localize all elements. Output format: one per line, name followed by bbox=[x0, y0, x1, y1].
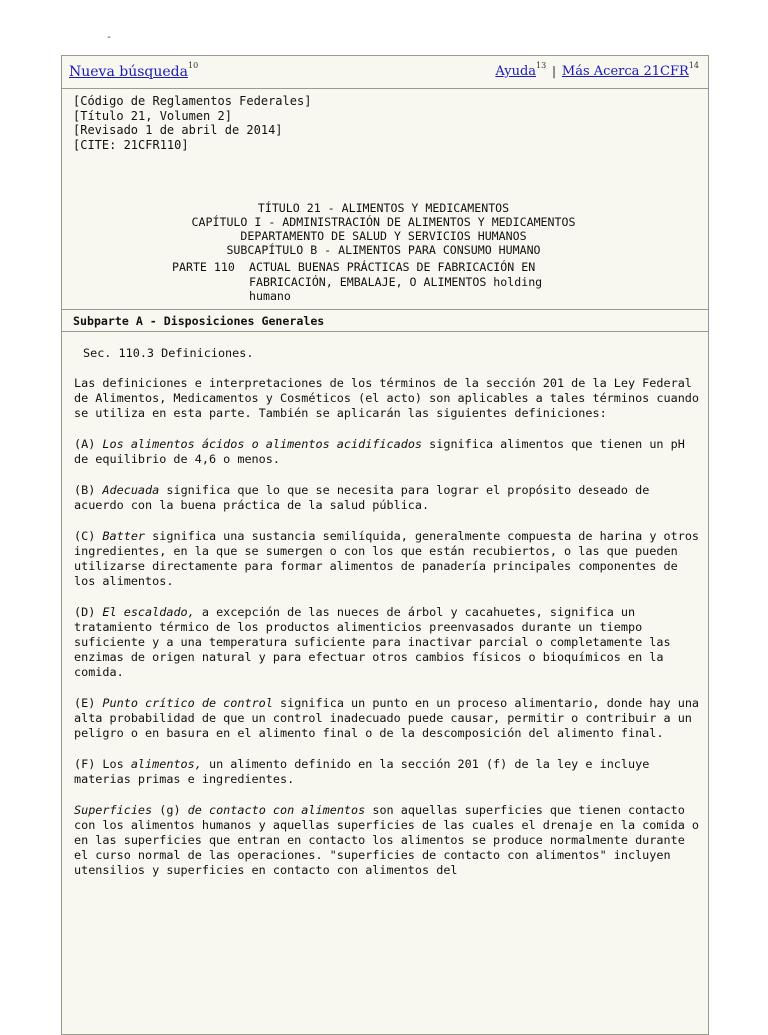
header-bar bbox=[62, 56, 708, 89]
definition-d bbox=[73, 605, 700, 680]
definition-term: Superficies bbox=[74, 803, 153, 817]
definition-text: a excepción de las nueces de árbol y cacahuetes, significa un tratamiento térmico de los productos alimenticios preenvasados durante un tiempo suficiente y a una temperatura suficiente para inactivar parcial o completamente las enzimas de origen natural y para efectuar otros cambios físicos o bioquímicos en la comida. bbox=[74, 605, 671, 679]
cite-line: [CITE: 21CFR110] bbox=[73, 137, 189, 152]
definition-b bbox=[73, 483, 700, 513]
departamento-heading: DEPARTAMENTO DE SALUD Y SERVICIOS HUMANOS bbox=[240, 229, 527, 243]
definition-label: (A) bbox=[74, 437, 96, 451]
cite-line: [Título 21, Volumen 2] bbox=[73, 108, 232, 123]
subcapitulo-heading: SUBCAPÍTULO B - ALIMENTOS PARA CONSUMO HUMANO bbox=[226, 243, 541, 257]
definition-f bbox=[73, 757, 700, 787]
section-title: Sec. 110.3 Definiciones. bbox=[83, 346, 254, 360]
definition-label: (F) Los bbox=[74, 757, 124, 771]
cite-line: [Revisado 1 de abril de 2014] bbox=[73, 123, 283, 137]
parte-title: ACTUAL BUENAS PRÁCTICAS DE FABRICACIÓN EN FABRICACIÓN, EMBALAJE, O ALIMENTOS holding humano bbox=[249, 260, 543, 303]
definition-text: significa un punto en un proceso alimentario, donde hay una alta probabilidad de que un control inadecuado puede causar, permitir o contribuir a un peligro o en basura en el alimento final o de la descomposición del alimento final. bbox=[74, 696, 700, 740]
nueva-busqueda-link[interactable]: Nueva búsqueda bbox=[69, 64, 188, 80]
definition-a bbox=[73, 437, 700, 467]
definition-label: (B) bbox=[74, 483, 96, 497]
definition-text: significa una sustancia semilíquida, generalmente compuesta de harina y otros ingredientes, en la que se sumergen o con los que están recubiertos, o las que pueden utilizarse directamente para formar alimentos de panadería principales componentes de los alimentos. bbox=[74, 529, 700, 588]
definition-term: Batter bbox=[102, 529, 146, 543]
titulo-heading: TÍTULO 21 - ALIMENTOS Y MEDICAMENTOS bbox=[257, 201, 510, 215]
intro-paragraph: Las definiciones e interpretaciones de los términos de la sección 201 de la Ley Federal de Alimentos, Medicamentos y Cosméticos (el acto) son aplicables a tales términos cuando se utiliza en esta parte. También se aplicarán las siguientes definiciones: bbox=[74, 376, 700, 420]
ayuda-link[interactable]: Ayuda bbox=[495, 64, 537, 79]
definition-term: Punto crítico de control bbox=[102, 696, 273, 710]
definition-text: un alimento definido en la sección 201 (f) de la ley e incluye materias primas e ingredientes. bbox=[74, 757, 650, 786]
citation-block bbox=[62, 89, 708, 201]
mas-acerca-ref: 14 bbox=[688, 61, 699, 70]
cite-line: [Código de Reglamentos Federales] bbox=[73, 94, 312, 108]
definition-term: Los alimentos ácidos o alimentos acidificados bbox=[102, 437, 423, 451]
definition-term: Adecuada bbox=[102, 483, 160, 497]
top-dash: - bbox=[106, 32, 113, 43]
ayuda-ref: 13 bbox=[536, 61, 547, 70]
definition-text: son aquellas superficies que tienen contacto con los alimentos humanos y aquellas superficies de las cuales el drenaje en la comida o en las superficies que entran en contacto los alimentos se produce normalmente durante el curso normal de las operaciones. "superficies de contacto con alimentos" incluyen utensilios y superficies en contacto con alimentos del bbox=[74, 803, 700, 877]
nueva-busqueda-wrap bbox=[69, 61, 199, 80]
definition-c bbox=[73, 529, 700, 589]
parte-number: PARTE 110 bbox=[172, 260, 235, 274]
right-links bbox=[495, 61, 699, 79]
section-body bbox=[62, 346, 708, 878]
subparte-heading: Subparte A - Disposiciones Generales bbox=[62, 309, 708, 332]
nueva-busqueda-ref: 10 bbox=[188, 61, 199, 70]
capitulo-heading: CAPÍTULO I - ADMINISTRACIÓN DE ALIMENTOS Y MEDICAMENTOS bbox=[191, 215, 576, 229]
definition-text: significa que lo que se necesita para lograr el propósito deseado de acuerdo con la buena práctica de la salud pública. bbox=[74, 483, 650, 512]
definition-e bbox=[73, 696, 700, 741]
definition-text: significa alimentos que tienen un pH de equilibrio de 4,6 o menos. bbox=[74, 437, 685, 466]
document-frame bbox=[61, 55, 709, 1035]
definition-term: El escaldado, bbox=[102, 605, 195, 619]
definition-label: (g) bbox=[159, 803, 181, 817]
parte-heading bbox=[62, 260, 708, 306]
definition-g bbox=[73, 803, 700, 878]
definition-label: (E) bbox=[74, 696, 96, 710]
mas-acerca-link[interactable]: Más Acerca 21CFR bbox=[561, 64, 689, 79]
link-separator: | bbox=[552, 64, 557, 78]
definition-label: (D) bbox=[74, 605, 96, 619]
definition-term: alimentos, bbox=[130, 757, 202, 771]
definition-term: de contacto con alimentos bbox=[187, 803, 366, 817]
definition-label: (C) bbox=[74, 529, 96, 543]
title-headings bbox=[59, 201, 708, 257]
